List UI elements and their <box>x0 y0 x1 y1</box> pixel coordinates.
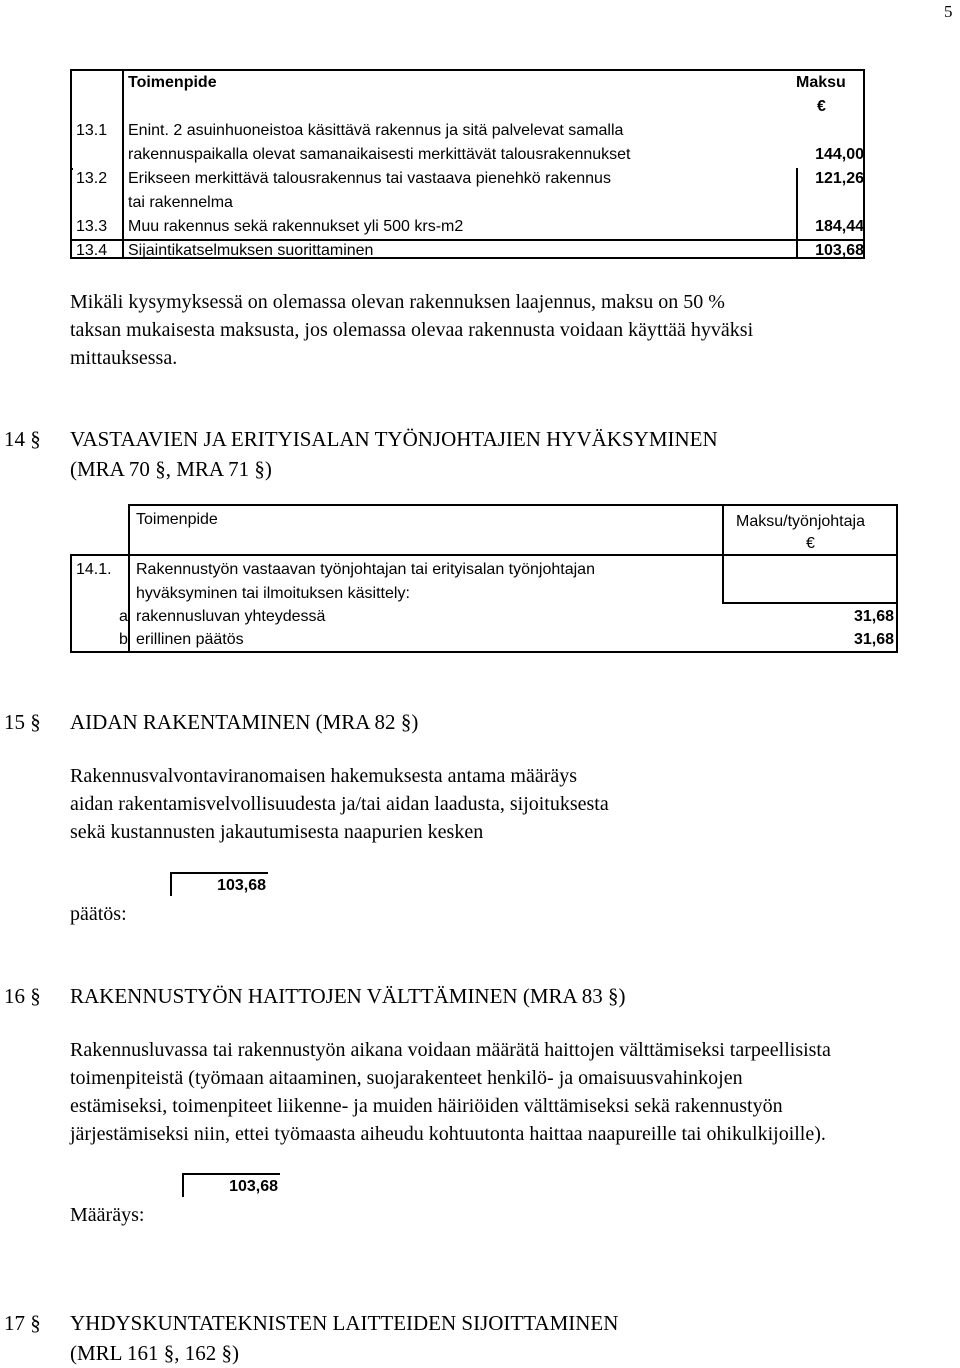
paragraph-line: mittauksessa. <box>70 347 178 369</box>
header-fee: Maksu <box>796 74 846 91</box>
section-sign-icon: § <box>149 457 166 481</box>
order-fee: 103,68 <box>182 1173 280 1197</box>
section-title-line: YHDYSKUNTATEKNISTEN LAITTEIDEN SIJOITTAMINEN <box>70 1311 619 1335</box>
item-label: erillinen päätös <box>136 631 244 648</box>
decision-label: päätös: <box>70 903 127 925</box>
row-code: 14.1. <box>76 561 112 578</box>
section-sign-icon: § <box>249 457 265 481</box>
row-description-line: rakennuspaikalla olevat samanaikaisesti merkittävät talousrakennukset <box>128 146 631 163</box>
row-fee: 184,44 <box>815 218 864 235</box>
row-fee: 103,68 <box>815 242 864 259</box>
section-sign-icon: § <box>25 710 41 734</box>
paragraph-line: taksan mukaisesta maksusta, jos olemassa olevaa rakennusta voidaan käyttää hyväksi <box>70 319 754 341</box>
header-action: Toimenpide <box>128 74 217 91</box>
row-fee: 121,26 <box>815 170 864 187</box>
row-code: 13.2 <box>76 170 108 187</box>
extension-note <box>70 288 753 372</box>
row-description-line: Sijaintikatselmuksen suorittaminen <box>128 242 374 259</box>
section-number: 14 § <box>4 427 41 451</box>
section-sign-icon: § <box>395 710 412 734</box>
paragraph-line: Mikäli kysymyksessä on olemassa olevan rakennuksen laajennus, maksu on 50 % <box>70 291 725 313</box>
header-action: Toimenpide <box>136 511 218 528</box>
section-sign-icon: § <box>216 1341 232 1365</box>
section-sign-icon: § <box>25 427 41 451</box>
row-fee: 144,00 <box>815 146 864 163</box>
paragraph-line: toimenpiteistä (työmaan aitaaminen, suojarakenteet henkilö- ja omaisuusvahinkojen <box>70 1067 743 1089</box>
paragraph-line: estämiseksi, toimenpiteet liikenne- ja muiden häiriöiden välttämiseksi sekä rakennustyön <box>70 1095 783 1117</box>
section-sign-icon: § <box>158 1341 175 1365</box>
fee-table-14 <box>70 504 898 653</box>
section-sign-icon: § <box>602 984 619 1008</box>
section-body <box>70 1036 831 1148</box>
row-description-line: tai rakennelma <box>128 194 233 211</box>
item-fee: 31,68 <box>853 608 894 625</box>
paragraph-line: Rakennusvalvontaviranomaisen hakemuksesta antama määräys <box>70 765 578 787</box>
section-title <box>70 1308 618 1368</box>
row-description-line: Muu rakennus sekä rakennukset yli 500 krs-m2 <box>128 218 464 235</box>
section-title <box>70 424 718 484</box>
section-sign-icon: § <box>25 1311 41 1335</box>
section-number: 15 § <box>4 710 41 734</box>
row-code: 13.4 <box>76 242 108 259</box>
section-number: 16 § <box>4 984 41 1008</box>
paragraph-line: järjestämiseksi niin, ettei työmaasta aiheudu kohtuutonta haittaa naapureille tai ohikulkijoille). <box>70 1123 826 1145</box>
row-description-line: hyväksyminen tai ilmoituksen käsittely: <box>136 585 410 602</box>
header-currency: € <box>806 535 815 552</box>
paragraph-line: sekä kustannusten jakautumisesta naapurien kesken <box>70 821 484 843</box>
section-title-line: (MRA 70 §, MRA 71 §) <box>70 457 272 481</box>
section-title-line: (MRL 161 §, 162 §) <box>70 1341 239 1365</box>
decision-fee: 103,68 <box>170 872 268 896</box>
section-title: AIDAN RAKENTAMINEN (MRA 82 §) <box>70 710 419 734</box>
row-code: 13.3 <box>76 218 108 235</box>
row-code: 13.1 <box>76 122 108 139</box>
paragraph-line: aidan rakentamisvelvollisuudesta ja/tai aidan laadusta, sijoituksesta <box>70 793 609 815</box>
order-label: Määräys: <box>70 1204 145 1226</box>
column-divider <box>122 71 124 257</box>
section-number: 17 § <box>4 1311 41 1335</box>
row-description-line: Enint. 2 asuinhuoneistoa käsittävä rakennus ja sitä palvelevat samalla <box>128 122 624 139</box>
row-description-line: Rakennustyön vastaavan työnjohtajan tai erityisalan työnjohtajan <box>136 561 595 578</box>
header-currency: € <box>817 98 826 115</box>
item-fee: 31,68 <box>853 631 894 648</box>
item-label: rakennusluvan yhteydessä <box>136 608 326 625</box>
page-number: 5 <box>944 2 953 21</box>
paragraph-line: Rakennusluvassa tai rakennustyön aikana voidaan määrätä haittojen välttämiseksi tarpeellisista <box>70 1039 831 1061</box>
section-body <box>70 762 609 846</box>
item-letter: b <box>119 631 128 648</box>
row-description-line: Erikseen merkittävä talousrakennus tai vastaava pienehkö rakennus <box>128 170 611 187</box>
section-title-line: VASTAAVIEN JA ERITYISALAN TYÖNJOHTAJIEN HYVÄKSYMINEN <box>70 427 718 451</box>
section-sign-icon: § <box>25 984 41 1008</box>
section-title: RAKENNUSTYÖN HAITTOJEN VÄLTTÄMINEN (MRA 83 §) <box>70 984 626 1008</box>
item-letter: a <box>119 608 128 625</box>
fee-table-13 <box>70 69 865 259</box>
header-fee: Maksu/työnjohtaja <box>736 513 865 530</box>
